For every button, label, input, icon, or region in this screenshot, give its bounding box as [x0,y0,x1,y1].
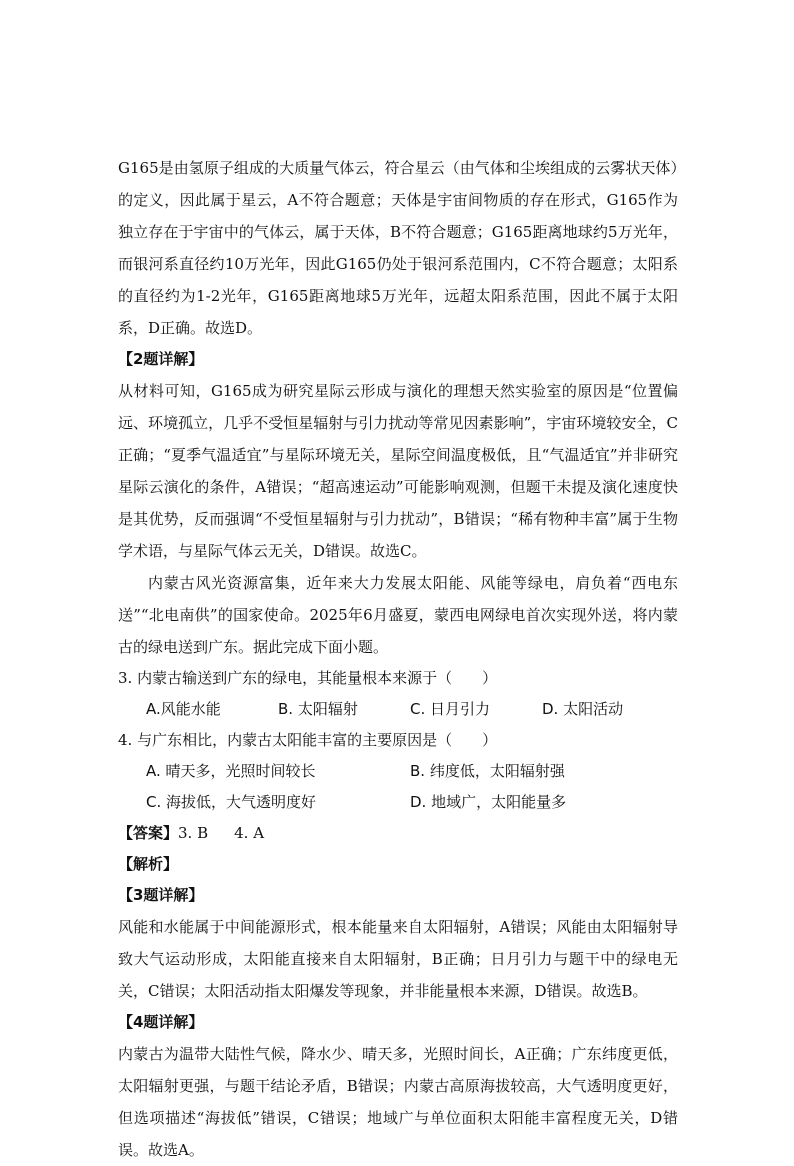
question-4-option-c: C. 海拔低，大气透明度好 [146,793,317,811]
q3-explanation-paragraph: 风能和水能属于中间能源形式，根本能量来自太阳辐射，A错误；风能由太阳辐射导致大气运动形成，太阳能直接来自太阳辐射，B正确；日月引力与题干中的绿电无关，C错误；太阳活动指太阳爆发等现象，并非能量根本来源，D错误。故选B。 [118,918,678,1000]
q1-explanation-paragraph: G165是由氢原子组成的大质量气体云，符合星云（由气体和尘埃组成的云雾状天体）的定义，因此属于星云，A不符合题意；天体是宇宙间物质的存在形式，G165作为独立存在于宇宙中的气体云，属于天体，B不符合题意；G165距离地球约5万光年，而银河系直径约10万光年，因此G165仍处于银河系范围内，C不符合题意；太阳系的直径约为1-2光年，G165距离地球5万光年，远超太阳系范围，因此不属于太阳系，D正确。故选D。 [118,159,678,337]
q4-detail-heading: 【4题详解】 [118,1013,204,1031]
question-4-option-b: B. 纬度低，太阳辐射强 [410,762,565,780]
material-paragraph: 内蒙古风光资源富集，近年来大力发展太阳能、风能等绿电，肩负着“西电东送”“北电南供”的国家使命。2025年6月盛夏，蒙西电网绿电首次实现外送，将内蒙古的绿电送到广东。据此完成下面小题。 [118,574,678,656]
question-3-option-d: D. 太阳活动 [542,700,624,718]
q2-detail-heading: 【2题详解】 [118,350,204,368]
question-3-option-a: A.风能水能 [146,700,221,718]
analysis-heading: 【解析】 [118,855,179,873]
q4-explanation-paragraph: 内蒙古为温带大陆性气候，降水少、晴天多，光照时间长，A正确；广东纬度更低，太阳辐射更强，与题干结论矛盾，B错误；内蒙古高原海拔较高，大气透明度更好，但选项描述“海拔低”错误，C错误；地域广与单位面积太阳能丰富程度无关，D错误。故选A。 [118,1045,678,1159]
question-4-stem: 4. 与广东相比，内蒙古太阳能丰富的主要原因是（ ） [118,731,498,749]
answer-line [118,818,678,849]
question-3-option-b: B. 太阳辐射 [278,700,358,718]
q3-detail-heading: 【3题详解】 [118,886,204,904]
document-page [118,152,678,1166]
question-4-option-d: D. 地域广，太阳能量多 [410,793,567,811]
answer-3: 3. B [178,824,209,842]
question-3-option-c: C. 日月引力 [410,700,491,718]
question-3-options [118,694,678,725]
question-4-options [118,756,678,818]
answer-4: 4. A [234,824,265,842]
answer-label: 【答案】 [118,824,179,842]
question-3-stem: 3. 内蒙古输送到广东的绿电，其能量根本来源于（ ） [118,669,498,687]
q2-explanation-paragraph: 从材料可知，G165成为研究星际云形成与演化的理想天然实验室的原因是“位置偏远、环境孤立，几乎不受恒星辐射与引力扰动等常见因素影响”，宇宙环境较安全，C正确；“夏季气温适宜”与星际环境无关，星际空间温度极低，且“气温适宜”并非研究星际云演化的条件，A错误；“超高速运动”可能影响观测，但题干未提及演化速度快是其优势，反而强调“不受恒星辐射与引力扰动”，B错误；“稀有物种丰富”属于生物学术语，与星际气体云无关，D错误。故选C。 [118,382,678,560]
question-4-option-a: A. 晴天多，光照时间较长 [146,762,316,780]
